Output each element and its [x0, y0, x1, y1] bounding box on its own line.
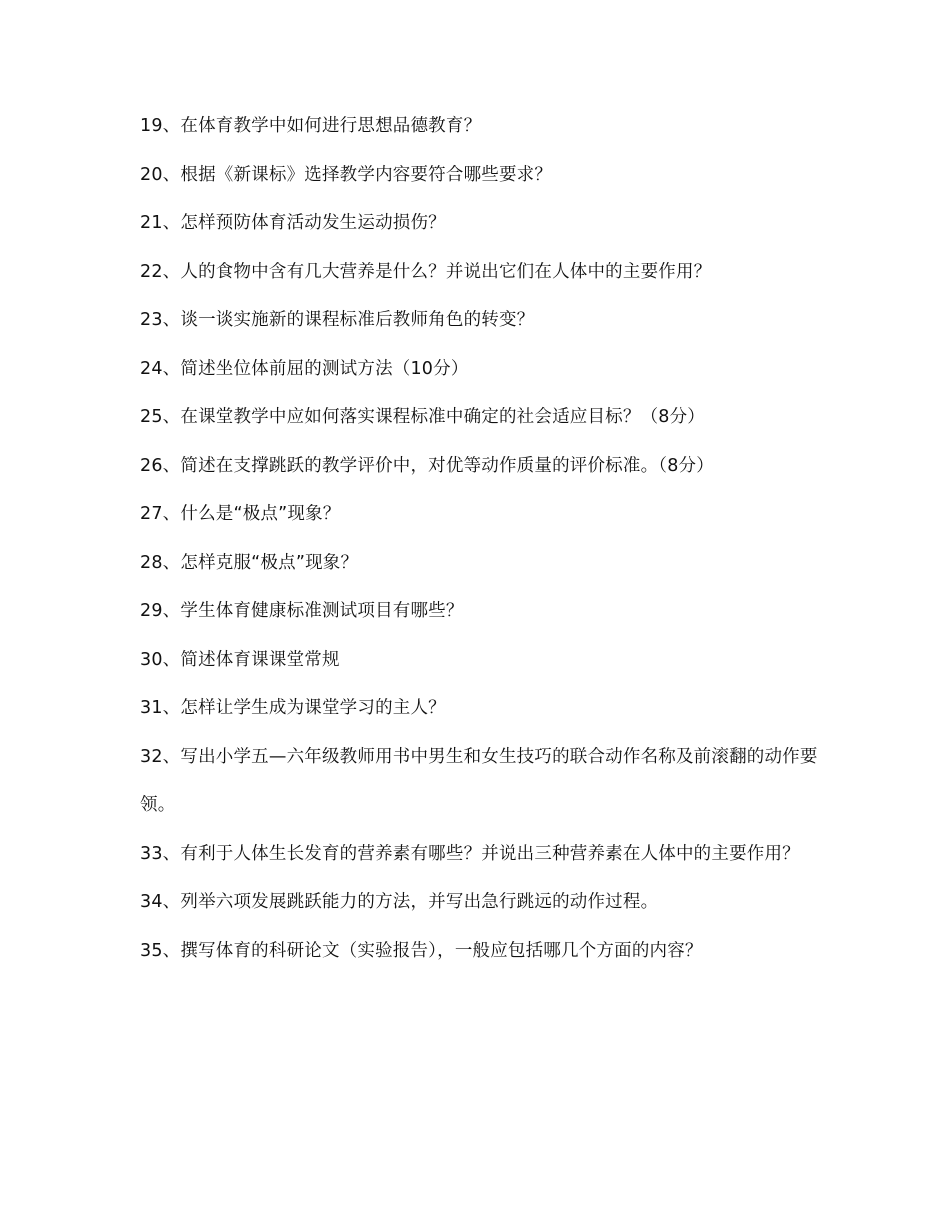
question-25: 25、在课堂教学中应如何落实课程标准中确定的社会适应目标？（8分）	[140, 407, 705, 427]
question-23: 23、谈一谈实施新的课程标准后教师角色的转变？	[140, 310, 535, 330]
question-21: 21、怎样预防体育活动发生运动损伤？	[140, 213, 446, 233]
question-30: 30、简述体育课课堂常规	[140, 649, 340, 670]
question-24: 24、简述坐位体前屈的测试方法（10分）	[140, 358, 469, 379]
question-28: 28、怎样克服“极点”现象？	[140, 552, 359, 573]
question-19: 19、在体育教学中如何进行思想品德教育？	[140, 116, 482, 136]
question-35: 35、撰写体育的科研论文（实验报告），一般应包括哪几个方面的内容？	[140, 940, 703, 961]
question-34: 34、列举六项发展跳跃能力的方法，并写出急行跳远的动作过程。	[140, 892, 659, 912]
question-27: 27、什么是“极点”现象？	[140, 504, 341, 524]
question-list	[140, 102, 830, 975]
question-32: 32、写出小学五—六年级教师用书中男生和女生技巧的联合动作名称及前滚翻的动作要领。	[140, 746, 818, 815]
question-20: 20、根据《新课标》选择教学内容要符合哪些要求？	[140, 164, 553, 185]
question-31: 31、怎样让学生成为课堂学习的主人？	[140, 698, 446, 718]
question-26: 26、简述在支撑跳跃的教学评价中，对优等动作质量的评价标准。（8分）	[140, 455, 714, 476]
question-33: 33、有利于人体生长发育的营养素有哪些？并说出三种营养素在人体中的主要作用？	[140, 843, 800, 864]
question-29: 29、学生体育健康标准测试项目有哪些？	[140, 601, 464, 621]
question-22: 22、人的食物中含有几大营养是什么？并说出它们在人体中的主要作用？	[140, 261, 712, 282]
